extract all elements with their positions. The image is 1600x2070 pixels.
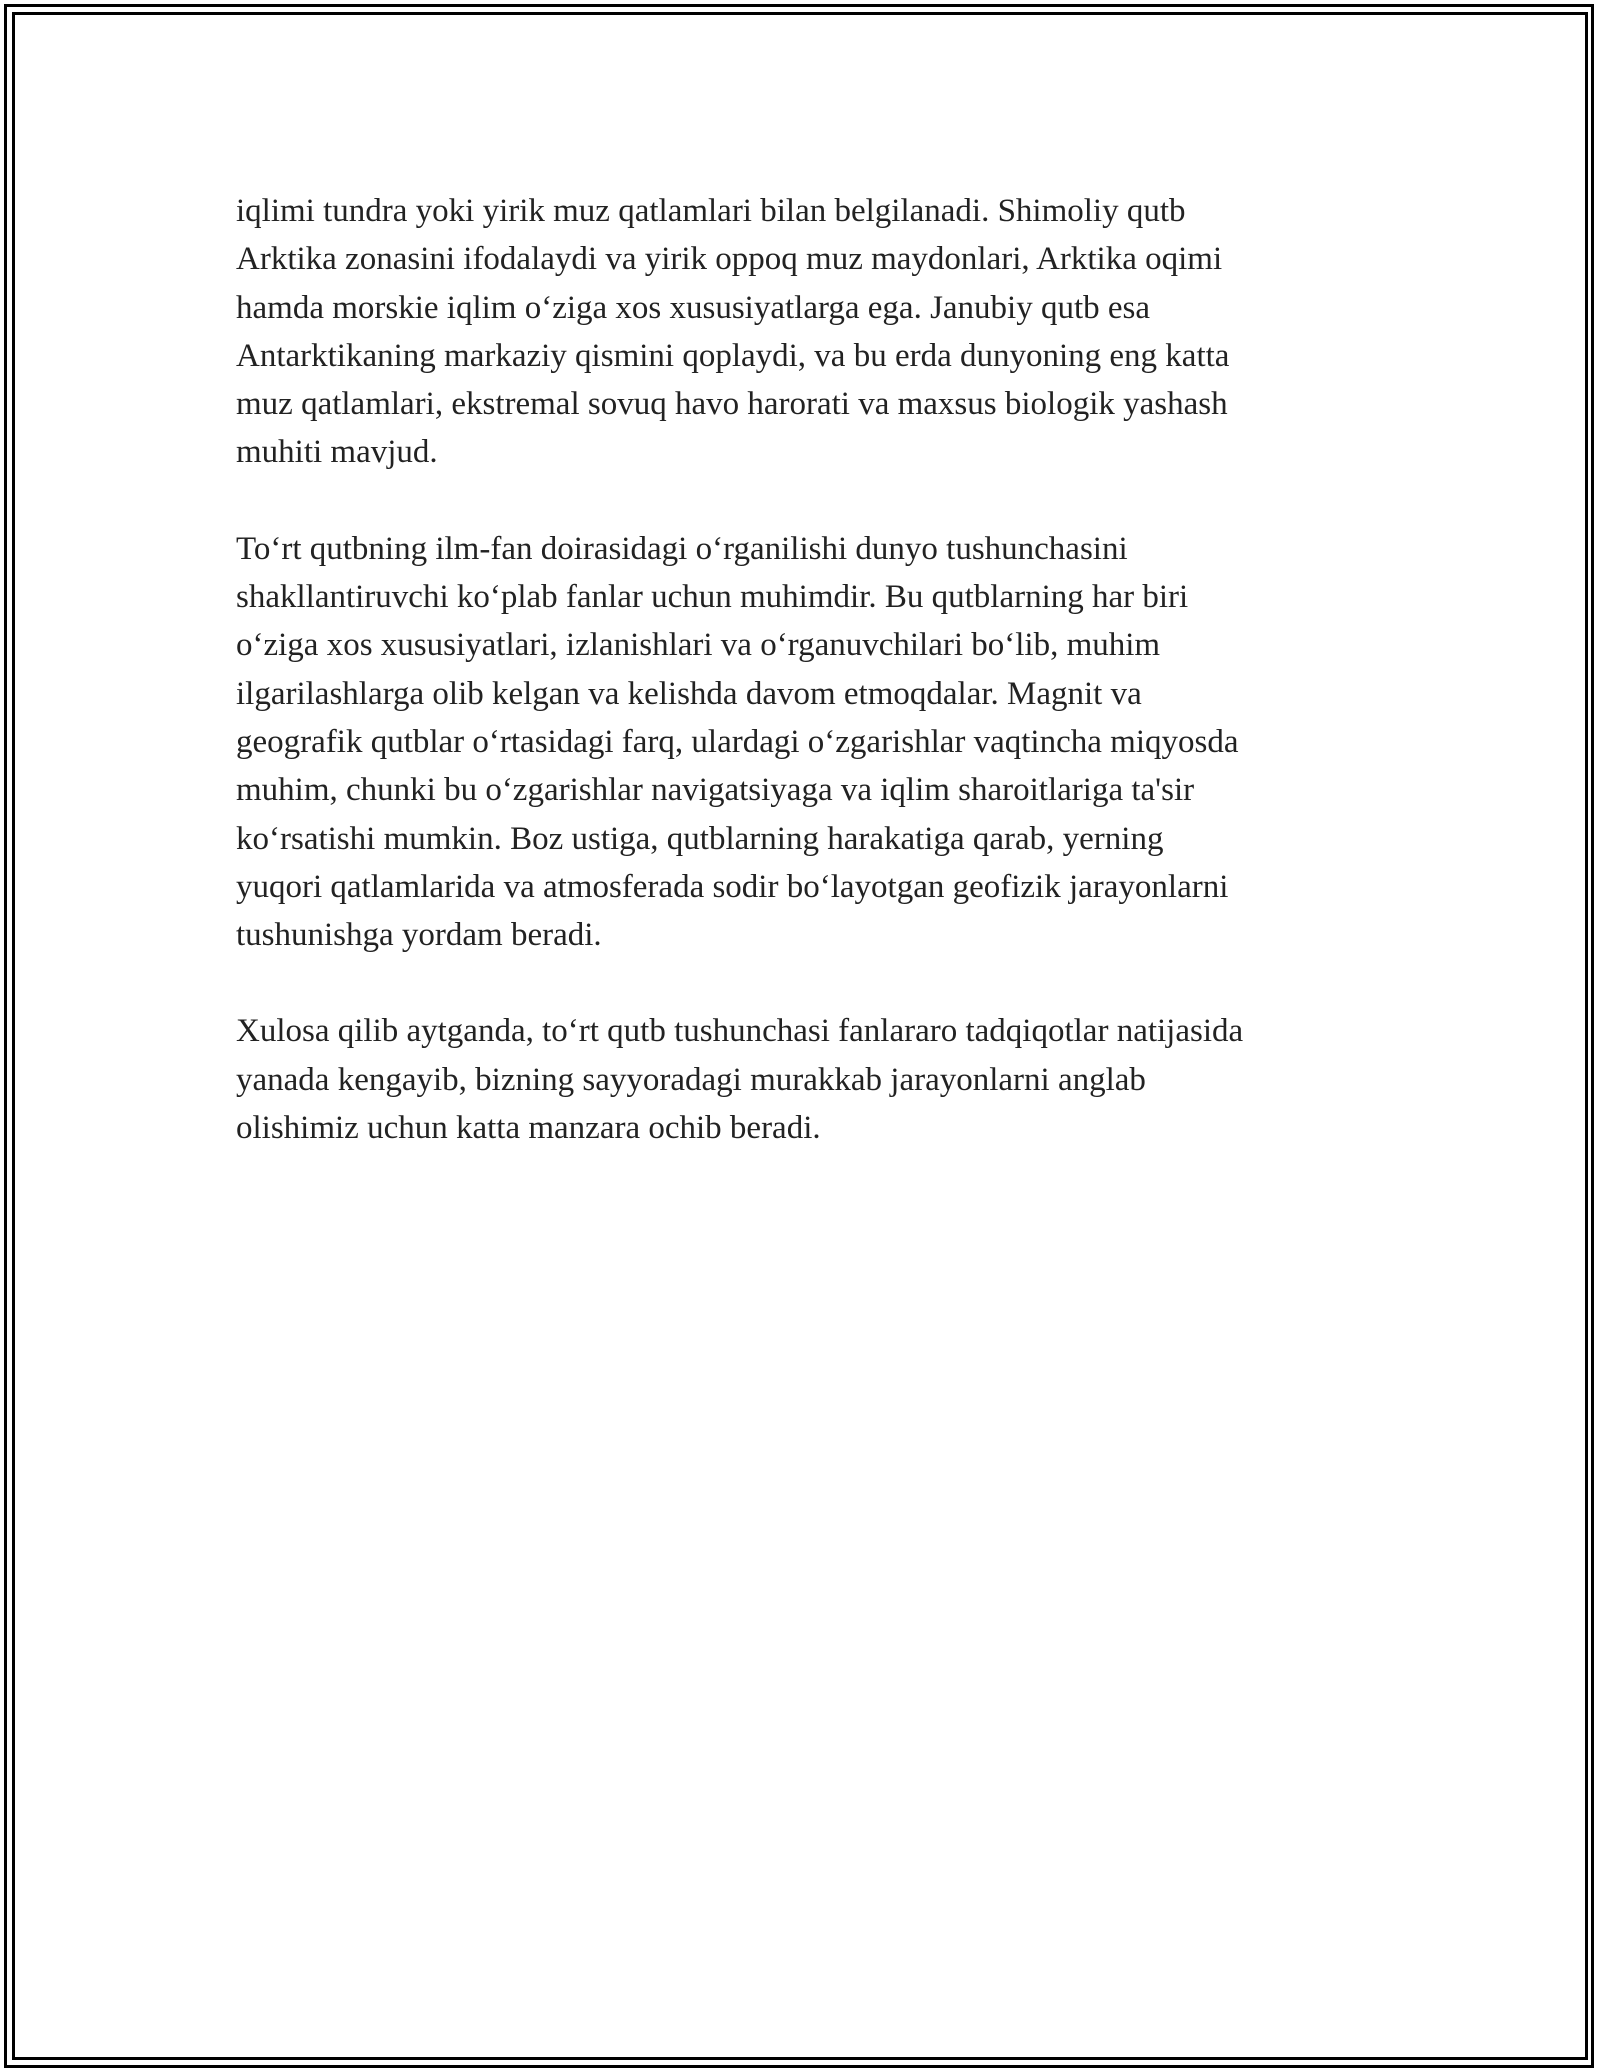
paragraph-3: Xulosa qilib aytganda, toʻrt qutb tushunchasi fanlararo tadqiqotlar natijasida yanada kengayib, bizning sayyoradagi murakkab jarayonlarni anglab olishimiz uchun katta manzara ochib beradi. xyxy=(236,1013,1244,1147)
paragraph-1: iqlimi tundra yoki yirik muz qatlamlari bilan belgilanadi. Shimoliy qutb Arktika zonasini ifodalaydi va yirik oppoq muz maydonlari, Arktika oqimi hamda morskie iqlim oʻziga xos xususiyatlarga ega. Janubiy qutb esa Antarktikaning markaziy qismini qoplaydi, va bu erda dunyoning eng katta muz qatlamlari, ekstremal sovuq havo harorati va maxsus biologik yashash muhiti mavjud. xyxy=(236,193,1230,471)
document-body xyxy=(236,187,1366,1200)
paragraph-2: Toʻrt qutbning ilm-fan doirasidagi oʻrganilishi dunyo tushunchasini shakllantiruvchi koʻplab fanlar uchun muhimdir. Bu qutblarning har biri oʻziga xos xususiyatlari, izlanishlari va oʻrganuvchilari boʻlib, muhim ilgarilashlarga olib kelgan va kelishda davom etmoqdalar. Magnit va geografik qutblar oʻrtasidagi farq, ulardagi oʻzgarishlar vaqtincha miqyosda muhim, chunki bu oʻzgarishlar navigatsiyaga va iqlim sharoitlariga ta'sir koʻrsatishi mumkin. Boz ustiga, qutblarning harakatiga qarab, yerning yuqori qatlamlarida va atmosferada sodir boʻlayotgan geofizik jarayonlarni tushunishga yordam beradi. xyxy=(236,530,1239,954)
